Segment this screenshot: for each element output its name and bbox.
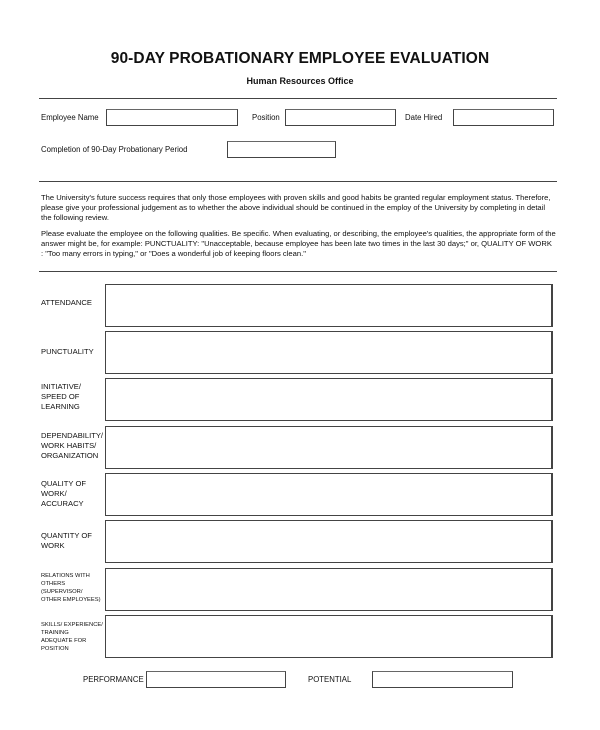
completion-label: Completion of 90-Day Probationary Period <box>41 145 188 154</box>
potential-field[interactable] <box>372 671 513 688</box>
dependability-comment-box[interactable] <box>105 426 553 469</box>
form-title: 90-DAY PROBATIONARY EMPLOYEE EVALUATION <box>110 50 490 67</box>
initiative-comment-box[interactable] <box>105 378 553 421</box>
quality-label-quantity-of-work: QUANTITY OF WORK <box>41 531 92 550</box>
skills-comment-box[interactable] <box>105 615 553 658</box>
quality-label-skills: SKILLS/ EXPERIENCE/ TRAINING ADEQUATE FOR POSITION <box>41 622 103 652</box>
quality-of-work-comment-box[interactable] <box>105 473 553 516</box>
potential-label: POTENTIAL <box>308 675 352 684</box>
quality-label-punctuality: PUNCTUALITY <box>41 347 94 356</box>
quality-label-quality-of-work: QUALITY OF WORK/ ACCURACY <box>41 479 87 508</box>
quality-label-attendance: ATTENDANCE <box>41 298 92 307</box>
date-hired-label: Date Hired <box>405 113 443 122</box>
instructions <box>41 193 556 259</box>
header-divider <box>39 98 557 99</box>
intro-paragraph-1: The University's future success requires that only those employees with proven skills and good habits be granted regular employment status. Therefore, please give your professional judgement as to whether the above individual should be continued in the employ of the University by completing in detail the following review. <box>41 193 551 223</box>
instructions-divider <box>39 271 557 272</box>
quality-label-initiative: INITIATIVE/ SPEED OF LEARNING <box>41 382 81 411</box>
form-subtitle: Human Resources Office <box>246 76 354 86</box>
completion-date-field[interactable] <box>227 141 336 158</box>
attendance-comment-box[interactable] <box>105 284 553 327</box>
performance-label: PERFORMANCE <box>83 675 144 684</box>
employee-name-label: Employee Name <box>41 113 99 122</box>
position-field[interactable] <box>285 109 396 126</box>
quality-label-relations: RELATIONS WITH OTHERS (SUPERVISOR/ OTHER EMPLOYEES) <box>41 573 101 603</box>
punctuality-comment-box[interactable] <box>105 331 553 374</box>
quantity-of-work-comment-box[interactable] <box>105 520 553 563</box>
info-divider <box>39 181 557 182</box>
quality-label-dependability: DEPENDABILITY/ WORK HABITS/ ORGANIZATION <box>41 431 104 460</box>
date-hired-field[interactable] <box>453 109 554 126</box>
intro-paragraph-2: Please evaluate the employee on the following qualities. Be specific. When evaluating, or describing, the employee's qualities, the appropriate form of the answer might be, for example: PUNCTUALITY: "Unacceptable, because employee has been late two times in the last 30 days;" or, QUALITY OF WORK : "Too many errors in typing," or "Does a wonderful job of keeping floors clean." <box>41 228 556 259</box>
employee-name-field[interactable] <box>106 109 238 126</box>
performance-field[interactable] <box>146 671 286 688</box>
position-label: Position <box>252 113 280 122</box>
relations-comment-box[interactable] <box>105 568 553 611</box>
